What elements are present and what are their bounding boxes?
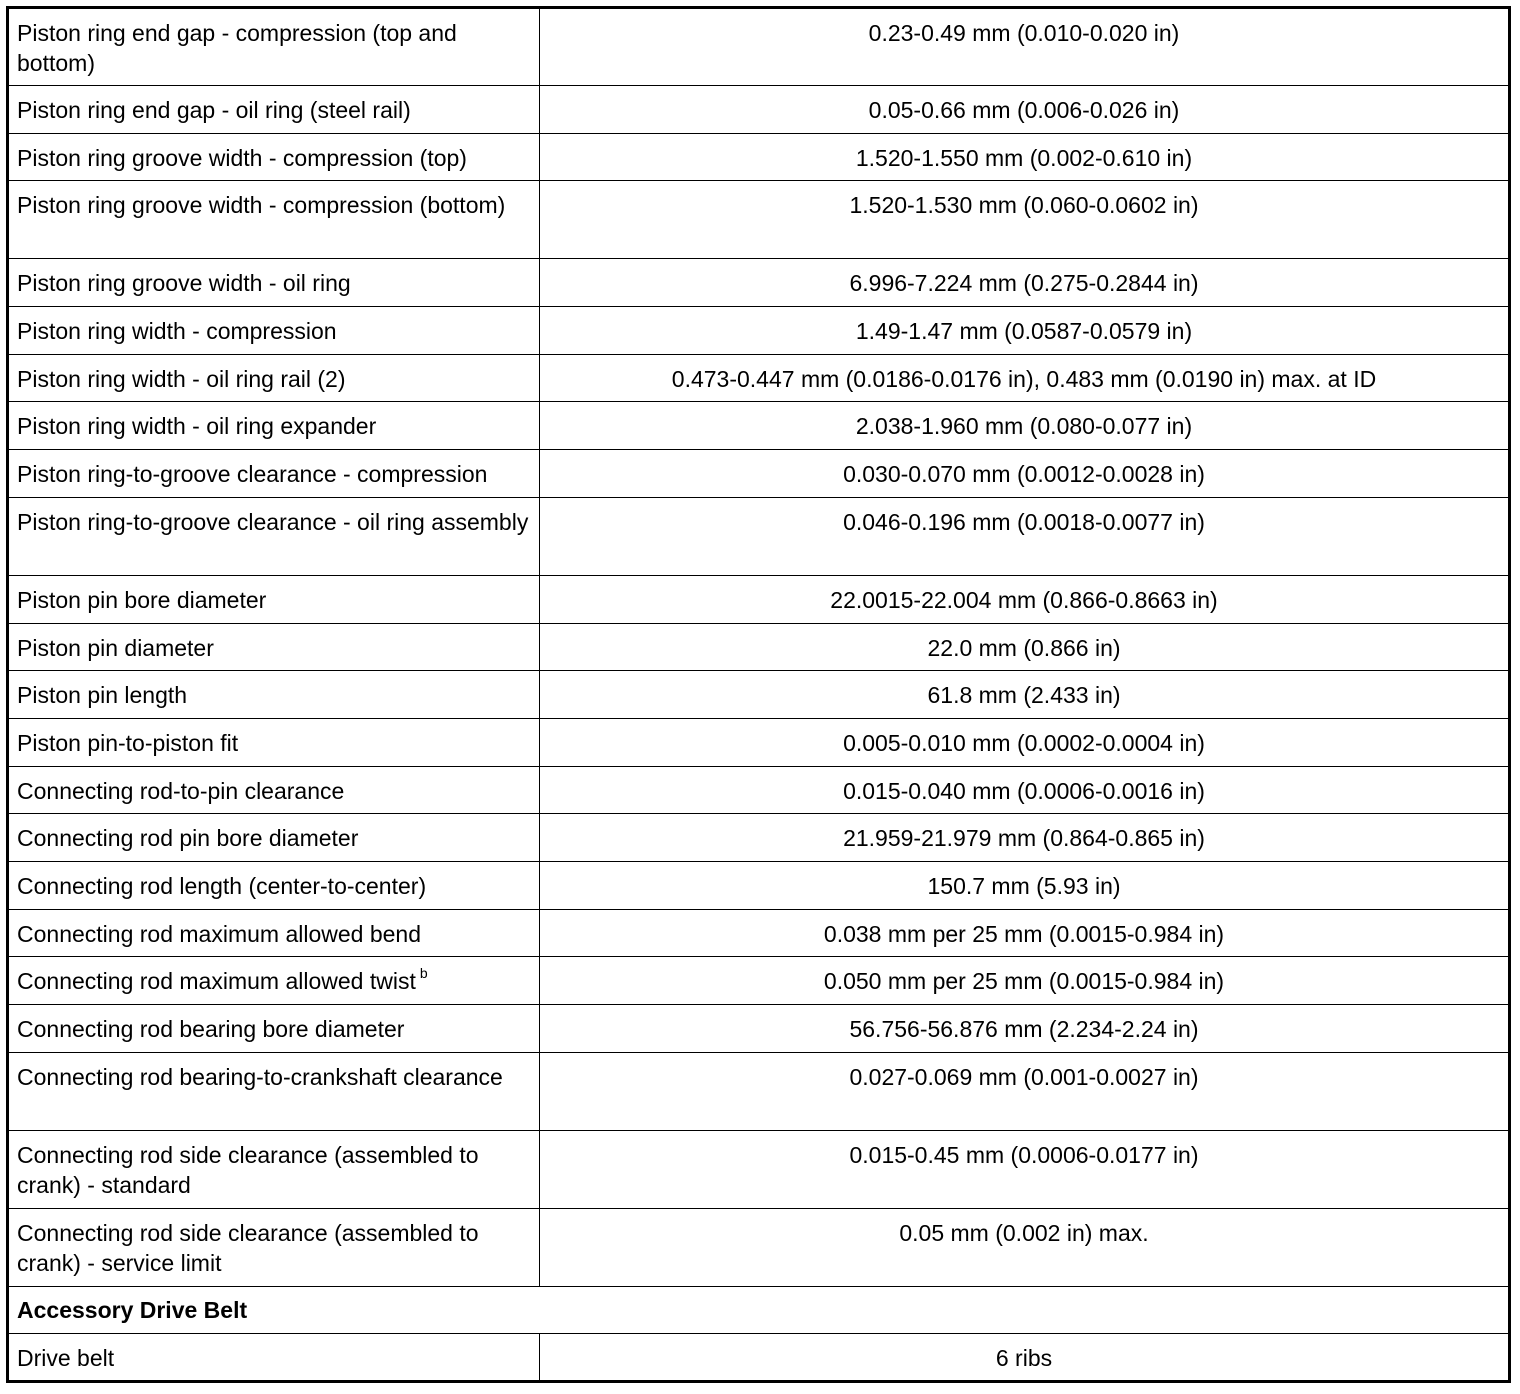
parameter-label: Connecting rod length (center-to-center): [17, 872, 427, 899]
value-cell: 2.038-1.960 mm (0.080-0.077 in): [540, 402, 1510, 450]
value-cell: 6.996-7.224 mm (0.275-0.2844 in): [540, 259, 1510, 307]
table-row: [8, 575, 1510, 623]
specifications-table: [6, 6, 1511, 1383]
table-row: [8, 450, 1510, 498]
parameter-cell: [8, 814, 540, 862]
table-row: [8, 623, 1510, 671]
table-row: [8, 814, 1510, 862]
parameter-label: Piston ring groove width - oil ring: [17, 270, 351, 297]
parameter-label: Connecting rod side clearance (assembled to crank) - standard: [17, 1141, 479, 1198]
parameter-cell: [8, 181, 540, 259]
table-row: [8, 133, 1510, 181]
table-row: [8, 1005, 1510, 1053]
table-row: [8, 307, 1510, 355]
parameter-cell: [8, 307, 540, 355]
value-cell: 0.05-0.66 mm (0.006-0.026 in): [540, 86, 1510, 134]
section-title: Accessory Drive Belt: [8, 1286, 1510, 1334]
table-row: [8, 354, 1510, 402]
parameter-cell: [8, 86, 540, 134]
parameter-cell: [8, 133, 540, 181]
value-cell: 0.046-0.196 mm (0.0018-0.0077 in): [540, 497, 1510, 575]
parameter-cell: [8, 8, 540, 86]
value-cell: 22.0 mm (0.866 in): [540, 623, 1510, 671]
parameter-label: Piston pin bore diameter: [17, 586, 267, 613]
value-cell: 1.520-1.530 mm (0.060-0.0602 in): [540, 181, 1510, 259]
table-row: [8, 1052, 1510, 1130]
parameter-cell: [8, 1005, 540, 1053]
table-row: [8, 1334, 1510, 1382]
value-cell: 0.030-0.070 mm (0.0012-0.0028 in): [540, 450, 1510, 498]
parameter-label: Connecting rod bearing bore diameter: [17, 1016, 405, 1042]
parameter-label: Connecting rod-to-pin clearance: [17, 777, 345, 804]
table-row: [8, 259, 1510, 307]
table-row: [8, 718, 1510, 766]
value-cell: 0.005-0.010 mm (0.0002-0.0004 in): [540, 718, 1510, 766]
table-row: [8, 957, 1510, 1005]
parameter-label: Piston ring end gap - oil ring (steel rail): [17, 97, 411, 123]
parameter-label: Piston ring groove width - compression (top): [17, 144, 467, 171]
parameter-cell: [8, 450, 540, 498]
parameter-cell: [8, 354, 540, 402]
parameter-label: Piston ring groove width - compression (bottom): [17, 192, 506, 219]
parameter-cell: [8, 671, 540, 719]
parameter-label: Piston ring width - compression: [17, 318, 337, 345]
parameter-label: Connecting rod pin bore diameter: [17, 825, 359, 852]
value-cell: 0.027-0.069 mm (0.001-0.0027 in): [540, 1052, 1510, 1130]
value-cell: 0.23-0.49 mm (0.010-0.020 in): [540, 8, 1510, 86]
parameter-cell: [8, 766, 540, 814]
value-cell: 0.038 mm per 25 mm (0.0015-0.984 in): [540, 909, 1510, 957]
parameter-label: Connecting rod bearing-to-crankshaft clearance: [17, 1063, 503, 1090]
parameter-label: Piston pin length: [17, 682, 188, 709]
parameter-cell: [8, 1208, 540, 1286]
value-cell: 1.520-1.550 mm (0.002-0.610 in): [540, 133, 1510, 181]
value-cell: 56.756-56.876 mm (2.234-2.24 in): [540, 1005, 1510, 1053]
parameter-label: Connecting rod maximum allowed bend: [17, 920, 421, 947]
table-row: [8, 402, 1510, 450]
parameter-label: Piston pin diameter: [17, 634, 214, 661]
parameter-cell: [8, 402, 540, 450]
table-row: [8, 909, 1510, 957]
table-row: [8, 861, 1510, 909]
table-row: [8, 497, 1510, 575]
section-header-row: [8, 1286, 1510, 1334]
value-cell: 61.8 mm (2.433 in): [540, 671, 1510, 719]
value-cell: 0.015-0.040 mm (0.0006-0.0016 in): [540, 766, 1510, 814]
parameter-cell: [8, 259, 540, 307]
value-cell: 22.0015-22.004 mm (0.866-0.8663 in): [540, 575, 1510, 623]
parameter-cell: [8, 909, 540, 957]
value-cell: 1.49-1.47 mm (0.0587-0.0579 in): [540, 307, 1510, 355]
value-cell: 6 ribs: [540, 1334, 1510, 1382]
parameter-label: Piston ring width - oil ring rail (2): [17, 365, 346, 392]
table-row: [8, 671, 1510, 719]
parameter-label: Piston ring width - oil ring expander: [17, 413, 377, 440]
parameter-cell: [8, 1334, 540, 1382]
table-row: [8, 1130, 1510, 1208]
footnote-marker: b: [419, 965, 428, 982]
table-row: [8, 181, 1510, 259]
parameter-cell: [8, 957, 540, 1005]
value-cell: 21.959-21.979 mm (0.864-0.865 in): [540, 814, 1510, 862]
table-row: [8, 86, 1510, 134]
parameter-label: Piston pin-to-piston fit: [17, 729, 239, 756]
value-cell: 0.050 mm per 25 mm (0.0015-0.984 in): [540, 957, 1510, 1005]
parameter-label: Piston ring end gap - compression (top and bottom): [17, 20, 457, 76]
value-cell: 0.015-0.45 mm (0.0006-0.0177 in): [540, 1130, 1510, 1208]
parameter-label: Connecting rod maximum allowed twist: [17, 968, 416, 995]
parameter-label: Piston ring-to-groove clearance - compression: [17, 461, 488, 488]
parameter-cell: [8, 1130, 540, 1208]
table-row: [8, 8, 1510, 86]
parameter-cell: [8, 575, 540, 623]
value-cell: 150.7 mm (5.93 in): [540, 861, 1510, 909]
value-cell: 0.05 mm (0.002 in) max.: [540, 1208, 1510, 1286]
parameter-cell: [8, 1052, 540, 1130]
parameter-cell: [8, 497, 540, 575]
table-row: [8, 766, 1510, 814]
table-row: [8, 1208, 1510, 1286]
parameter-label: Piston ring-to-groove clearance - oil ring assembly: [17, 508, 529, 535]
value-cell: 0.473-0.447 mm (0.0186-0.0176 in), 0.483 mm (0.0190 in) max. at ID: [540, 354, 1510, 402]
parameter-label: Connecting rod side clearance (assembled to crank) - service limit: [17, 1219, 479, 1276]
parameter-cell: [8, 623, 540, 671]
parameter-cell: [8, 718, 540, 766]
specifications-table-body: [8, 8, 1510, 1382]
parameter-cell: [8, 861, 540, 909]
parameter-label: Drive belt: [17, 1345, 115, 1372]
